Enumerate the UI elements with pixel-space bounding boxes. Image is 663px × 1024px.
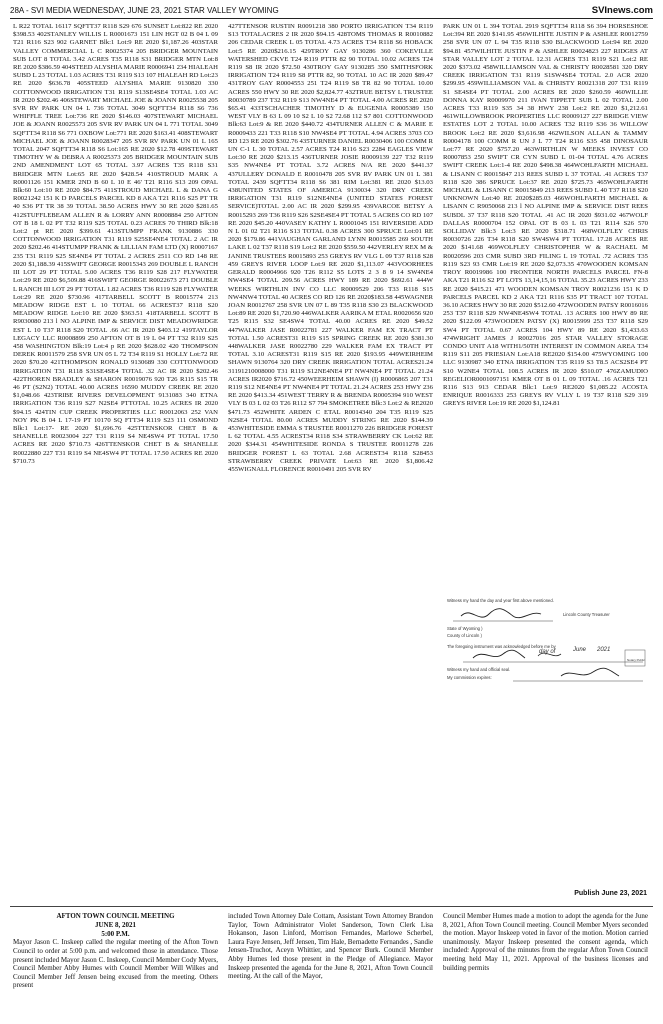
notary-sig-month: June — [573, 647, 587, 653]
notary-block — [443, 598, 648, 798]
council-column-1 — [13, 912, 218, 990]
notary-line-2: Lincoln County Treasurer — [563, 612, 610, 617]
notary-line-3: State of Wyoming ) — [447, 626, 483, 631]
notary-line-1: Witness my hand the day and year first above mentioned. — [447, 598, 554, 603]
section-rule — [10, 906, 653, 907]
notary-line-5: The foregoing instrument was acknowledged before me by — [447, 644, 556, 649]
tax-list-text-1: L R22 TOTAL 16117 SQFTT37 R118 S29 676 SUNSET Lot:822 RE 2020 $398.53 402STANLEY WILLIS L R0001673 151 LIN HGT 02 B 04 L 09 T21 R116 S23 902 GARNET Blk:1 Lot:9 RE 2020 $1,187.26 403STAR VALLEY COMMERCIAL L C R0025374 205 BRIDGER MOUNTAIN SUB LOT 8 TOTAL 3.42 ACRES T35 R118 S31 BRIDGER MTN Lot:8 RE 2020 $386.59 404STEED ALYSHIA MARIE R0006941 234 HIALEAH SUBD L 23 TOTAL 1.03 ACRES T31 R119 S13 107 HIALEAH RD Lot:23 RE 2020 $636.78 405STEED ALYSHIA MARIE 9130820 330 COTTONWOOD IRRIGATION T31 R119 S13SE4SE4 TOTAL 1.03 AC IR 2020 $202.46 406STEWART MICHAEL JOE & JOANN R0025538 205 SVR RV PARK UN 04 L 736 TOTAL 3049 SQFTT34 R118 S6 736 WHIFFLE TREE Lot:736 RE 2020 $146.03 407STEWART MICHAEL JOE & JOANN R0025573 205 SVR RV PARK UN 04 L 771 TOTAL 3049 SQFTT34 R118 S6 771 OXBOW Lot:771 RE 2020 $163.41 408STEWART MICHAEL JOE & JOANN R0028347 205 SVR RV PARK UN 01 L 165 TOTAL 2047 SQFTT34 R118 S6 Lot:165 RE 2020 $12.78 409STEWART TIMOTHY W & DEBRA A R0025373 205 BRIDGER MOUNTAIN SUB 2ND AMENDMENT LOT 65 TOTAL 3.97 ACRES T35 R118 S31 BRIDGER MTN Lot:65 RE 2020 $428.54 410STROUD MARK A R0001126 151 KMER 2ND B 60 L 10 E 46' T21 R116 S13 209 OPAL Blk:60 Lot:10 RE 2020 $84.75 411STROUD MICHAEL L & DANA G R0021242 151 K D PARCELS PARCEL KD 8 AKA T21 R116 S25 PT TR 40 S36 PT TR 38 39 TOTAL 38.50 ACRES HWY 30 RE 2020 $281.65 412STUFFLEBEAM ALLEN R & LORRY ANN R0008884 250 AFTON OT B 18 L 02 PT T32 R119 S25 TOTAL 0.23 ACRES 70 THIRD Blk:18 Lot:2 pt RE 2020 $399.61 413STUMPP FRANK 9130886 330 COTTONWOOD IRRIGATION T31 R119 S25SE4NE4 TOTAL 2 AC IR 2020 $202.46 414STUMPP FRANK & LILLIAN FAM LTD (X) R0007167 235 T31 R119 S25 SE4NE4 PT TOTAL 2 ACRES 2511 CO RD 148 RE 2020 $1,188.39 415SWIFT GEORGE R0015343 269 DOUBLE L RANCH III LOT 29 PT TOTAL 5.00 ACRES T36 R119 S28 217 FLYWATER Lot:29 RE 2020 $6,509.88 416SWIFT GEORGE R0022673 271 DOUBLE L RANCH III LOT 29 PT TOTAL 1.82 ACRES T36 R119 S28 FLYWATER Lot:29 RE 2020 $730.96 417TARBELL SCOTT B R0015774 213 MEADOW RIDGE EST L 10 TOTAL 66 ACREST37 R118 S20 MEADOW RIDGE Lot:10 RE 2020 $363.51 418TARBELL SCOTT B R9030080 213 l NO ALPINE IMP & SERVICE DIST MEADOWRIDGE EST L 10 T37 R118 S20 TOTAL .66 AC IR 2020 $403.12 419TAYLOR LEGACY LLC R0008899 250 AFTON OT B 19 L 04 PT T32 R119 S25 458 WASHINGTON Blk:19 Lot:4 p RE 2020 $628.02 420 THOMPSON DEREK R0011579 258 SVR UN 05 L 72 T34 R119 S1 HOLLY Lot:72 RE 2020 $70.20 421THOMPSON RONALD 9130689 330 COTTONWOOD IRRIGATION T31 R118 S31SE4SE4 TOTAL .32 AC IR 2020 $202.46 422THOREN BRADLEY & SHARON R0019076 920 T26 R115 S15 TR 46 PT (S2N2) TOTAL 40.00 ACRES 16590 MUDDY CREEK RE 2020 $1,048.66 423TRIBE RIVERS DEVELOPMENT 9131083 340 ETNA IRRIGATION T36 R119 S27 N2SE4 PTTOTAL 10.25 ACRES IR 2020 $94.15 424TIN CUP CREEK PROPERTIES LLC R0012063 252 VAN NOY PK B 04 L 17-19 PT 10170 SQ FTT34 R119 S23 111 OSMOND Blk:1 Lot:17- RE 2020 $1,696.76 425TTENSKOR CHET B & SHANELLE R0023004 227 T31 R119 S4 NE4SW4 PT TOTAL 17.50 ACRES RE 2020 $710.73 426TTENSKOR CHET B & SHANELLE R0022880 227 T31 R119 S4 NE4SW4 PT TOTAL 17.50 ACRES RE 2020 $710.73 — [13, 23, 218, 465]
notary-seal: Notary Public — [627, 658, 645, 662]
notary-sig-year: 2021 — [597, 647, 611, 653]
page-header — [10, 4, 653, 17]
council-text-1: Mayor Jason C. Inskeep called the regular meeting of the Afton Town Council to order at 5:00 p.m. and welcomed those in attendance. Those present included Mayor Jason C. Inskeep, Council Member Cody Myers, Council Member Abby Humes with Council Member Will Wilkes and Council Member Jeff Jensen being excused from the meeting. Others present — [13, 938, 218, 990]
notary-line-7: My commission expires: — [447, 675, 492, 680]
tax-list-column-1 — [13, 23, 218, 858]
notary-line-6: Witness my hand and official seal. — [447, 667, 511, 672]
council-title — [13, 912, 218, 938]
council-column-3 — [443, 912, 648, 972]
header-rule — [10, 18, 653, 19]
tax-list-text-2: 427TTENSOR RUSTIN R0091218 380 PORTO IRRIGATION T34 R119 S13 TOTALACRES 2 IR 2020 $94.15 428TOMS THOMAS R R0010882 206 CEDAR CREEK L 05 TOTAL 4.73 ACRES T34 R118 S6 HOBACK Lot:5 RE 2020$216.15 429TROY GAY 9130286 360 COKEVILLE WATERSHED CKVE T24 R119 PTTR 82 90 TOTAL 10.02 ACRES T24 R119 S8 IR 2020 $72.50 430TROY GAY 9130285 350 SMITHSFORK IRRIGATION T24 R119 S8 PTTR 82, 90 TOTAL 10 AC IR 2020 $89.47 431TROY GAY R0004553 251 T24 R119 S8 TR 82 90 TOTAL 10.00 ACRES 550 HWY 30 RE 2020 $2,824.77 432TRUE BETSY L TRUSTEE R0030789 237 T32 R119 S13 NW4NE4 PT TOTAL 4.00 ACRES RE 2020 $65.41 433TSCHACHER TIMOTHY D & EUGENIA R0005389 150 WEST VLY B 63 L 09 10 S2 L 10 S2 72.68 112 S7 801 COTTONWOOD Blk:63 Lot:9 & RE 2020 $440.72 434TURNER ALLEN C & MARIE E R0009433 221 T33 R118 S10 NW4SE4 PT TOTAL 4.94 ACRES 3703 CO RD 123 RE 2020 $302.76 435TURNER DANIEL R0030406 100 COMM R UN C-1 L 30 TOTAL 2.57 ACRES T24 R116 S23 2284 EAGLES VIEW Lot:30 RE 2020 $213.15 436TURNER JOSIE R0009139 227 T32 R119 S35 NW4NE4 PT TOTAL 3.72 ACRES N/A RE 2020 $441.37 437ULLERY DONALD E R0010478 205 SVR RV PARK UN 01 L 381 TOTAL 2439 SQFTT34 R118 S6 381 RIM Lot:381 RE 2020 $13.03 438UNITED STATES OF AMERICA 9130034 320 DRY CREEK IRRIGATION T31 R119 S12NE4NE4 (UNITED STATES FOREST SERVICE)TOTAL 2.00 AC IR 2020 $299.95 439VARCOE BETSY A R0015293 269 T36 R119 S26 S2SE4SE4 PT TOTAL 5 ACRES CO RD 107 RE 2020 $45.20 440VASEY KATHY L R0001045 151 RIVERSIDE ADD N L 01 02 T21 R116 S13 TOTAL 0.38 ACRES 300 SPRUCE Lot:01 RE 2020 $179.86 441VAUGHAN GARLAND LYNN R0015585 269 SOUTH LAKE L 02 T37 R118 S19 Lot:2 RE 2020 $559.50 442VERLEY REX M & JANINE TRUSTEES R0015893 253 GREYS RV VLG L 09 T37 R118 S28 459 GREYS RIVER LOOP Lot:9 RE 2020 $1,113.07 443VOORHEES GERALD R0004966 920 T26 R112 S5 LOTS 2 3 8 9 14 SW4NE4 NW4SE4 TOTAL 209.56 ACRES HWY 189 RE 2020 $692.61 444W WEEKS WIRTHLIN INV CO LLC R0009529 206 T33 R118 S15 NW4NW4 TOTAL 40 ACRES CO RD 126 RE 2020$183.58 445WAGNER JOAN R0012767 258 SVR UN 07 L 89 T35 R118 S30 23 BLACKWOOD Lot:89 RE 2020 $1,720.90 446WALKER AARIKA M ETAL R0020656 920 T25 R115 S32 SE4SW4 TOTAL 40.00 ACRES RE 2020 $49.52 447WALKER JASE R0022781 227 WALKER FAM EX TRACT PT TOTAL 1.50 ACREST31 R119 S15 SPRING CREEK RE 2020 $381.30 448WALKER JASE R0022780 229 WALKER FAM EX TRACT PT TOTAL 3.10 ACREST31 R119 S15 RE 2020 $193.95 449WEIRHEIM SHAWN 9130764 320 DRY CREEK IRRIGATION TOTAL ACRES21.24 31191210008000 T31 R119 S12NE4NE4 PT NW4NE4 PT TOTAL 21.24 ACRES IR2020 $716.72 450WEERHEIM SHAWN (I) R0006865 207 T31 R119 S12 NE4NE4 PT NW4NE4 PT TOTAL 21.24 ACRES 253 HWY 236 RE 2020 $413.34 451WEST TERRY R & BRENDA R0005394 910 WEST VLY B 03 L 02 03 T26 R112 S7 794 SMOKETREE Blk:3 Lot:2 & RE2020 $471.73 452WHITE ARDEN C ETAL R0014340 204 T35 R119 S25 N2SE4 TOTAL 80.00 ACRES MUDDY STRING RE 2020 $144.39 453WHITESIDE EMMA S TRUSTEE R0011270 226 BRIDGER FOREST L 62 TOTAL 4.55 ACREST34 R118 S34 STRAWBERRY CK Lot:62 RE 2020 $344.31 454WHITESIDE RONDA S TRUSTEE R0011278 226 BRIDGER FOREST L 63 TOTAL 2.68 ACREST34 R118 S28453 STRAWBERRY CREEK PRIVATE Lot:63 RE 2020 $1,806.42 455WIGNALL FLORENCE R0010491 205 SVR RV — [228, 23, 433, 473]
notary-line-4: County of Lincoln ) — [447, 633, 482, 638]
tax-list-column-2 — [228, 23, 433, 858]
tax-list-text-3: PARK UN 01 L 394 TOTAL 2919 SQFTT34 R118 S6 394 HORSESHOE Lot:394 RE 2020 $141.95 456WILHITE JUSTIN P & ASHLEE R0012759 258 SVR UN 07 L 94 T35 R118 S30 BLACKWOOD Lot:94 RE 2020 $94.81 457WILHITE JUSTIN P & ASHLEE R0024823 227 RIDGES AT STAR VALLEY LOT 2 TOTAL 12.31 ACRES T31 R119 S21 Lot:2 RE 2020 $373.02 458WILLIAMSON VAL & CHRISTY R0028581 320 DRY CREEK IRRIGATION T31 R119 S1SW4SE4 TOTAL 2.0 ACR 2020 $299.95 459WILLIAMSON VAL & CHRISTY R0021318 207 T31 R119 S1 SE4SE4 PT TOTAL 2.00 ACRES RE 2020 $260.59 460WILLIE DONNA KAY R0009970 211 IVAN TIPPETT SUB L 02 TOTAL 2.00 ACRES T33 R119 S35 34 38 HWY 238 Lot:2 RE 2020 $1,212.61 461WILLOWBROOK PROPERTIES LLC R0009127 227 BRIDGE VIEW ESTATES LOT 2 TOTAL 10.00 ACRES T32 R119 S36 36 WILLOW BROOK Lot:2 RE 2020 $3,616.98 462WILSON ALLAN & TAMMY R0004178 100 COMM R UN J L 77 T24 R116 S35 458 DINOSAUR Lot:77 RE 2020 $757.20 463WIRTHLIN W MEEKS INVEST CO R0007853 250 SWIFT CR CYN SUBD L 01-04 TOTAL 4.76 ACRES SWIFT CREEK Lot:1-4 RE 2020 $498.38 464WOHLFARTH MICHAEL & LISANN C R0015847 213 REES SUBD L 37 TOTAL .41 ACRES T37 R118 S20 386 SPRUCE Lot:37 RE 2020 $725.73 465WOHLFARTH MICHAEL & LISANN C R0015849 213 REES SUBD L 40 T37 R118 S20 UNKNOWN Lot:40 RE 2020$285.03 466WOHLFARTH MICHAEL & LISANN C R9050068 213 l NO ALPINE IMP & SERVICE DIST REES SUBDL 37 T37 R118 S20 TOTAL .41 AC IR 2020 $931.02 467WOLF DALLAS R0000704 152 OPAL OT B 03 L 03 T21 R114 S26 570 SOLLIDAY Blk:3 Lot:3 RE 2020 $318.71 468WOLFLEY CHRIS R0030726 226 T34 R118 S20 SW4SW4 PT TOTAL 17.28 ACRES RE 2020 $141.68 469WOLFLEY CHRISTOPHER W & RACHAEL M R0020596 203 CMR SUBD 3RD FILING L 19 TOTAL .72 ACRES T35 R119 S23 93 CMR Lot:19 RE 2020 $2,073.35 470WOODEN KOMSAN TROY R0019986 100 FRONTIER NORTH PARCELS PARCEL FN-8 AKA T21 R116 S2 PT LOTS 13,14,15,16 TOTAL 35.23 ACRES HWY 233 RE 2020 $415.21 471 WOODEN KOMSAN TROY R0021236 151 K D PARCELS PARCEL KD 2 AKA T21 R116 S35 PT TRACT 107 TOTAL 36.10 ACRES HWY 30 RE 2020 $512.60 472WOODEN PATSY R0016016 253 T37 R118 S29 NW4NE4SW4 TOTAL .13 ACRES 100 HWY 89 RE 2020 $122.09 473WOODEN PATSY (X) R0015999 253 T37 R118 S29 SW4 PT TOTAL 0.67 ACRES 104 HWY 89 RE 2020 $1,433.63 474WRIGHT JAMES J R0027016 205 STAR VALLEY STORAGE CONDO UNIT A18 WITH1/50TH INTEREST IN COMMON AREA T34 R119 S11 205 FRIESIAN Lot:A18 RE2020 $154.00 475WYOMING 100 LLC 9130987 340 ETNA IRRIGATION T35 R119 S3 T8.5 ACS2SE4 PT S10 W2NE4 TOTAL 108.5 ACRES IR 2020 $510.07 476ZAMUDIO REGELIOR0001097151 KMER OT B 01 L 09 TOTAL .16 ACRES T21 R116 S13 913 CEDAR Blk:1 Lot:9 RE2020 $1,085.22 ACOSTA ENRIQUE R0016333 253 GREYS RV VLLY L 19 T37 R118 S29 319 GREYS RIVER Lot:19 RE 2020 $1,124.81 — [443, 23, 648, 408]
header-site[interactable]: SVInews.com — [591, 5, 653, 16]
tax-list-column-3 — [443, 23, 648, 608]
council-text-2: included Town Attorney Dale Cottam, Assistant Town Attorney Brandon Taylor, Town Administrator Violet Sanderson, Town Clerk Lisa Hokanson, Jason Linford, Morrison Fernandes, Marlowe Scherbel, Laura Faye Jensen, Jeff Jensen, Tim Hale, Bernadette Fernandes , Sandie Jensen-Truchot, Aceyn Whittier, and Spencer Burk. Council Member Abby Humes led those present in the Pledge of Allegiance. Mayor Inskeep presented the agenda for the June 8, 2021, Afton Town Council meeting. At the call of the Mayor, — [228, 912, 433, 981]
council-title-line-2: JUNE 8, 2021 — [94, 920, 137, 929]
council-column-2 — [228, 912, 433, 981]
header-dateline: 28A - SVI MEDIA WEDNESDAY, JUNE 23, 2021 STAR VALLEY WYOMING — [10, 6, 279, 15]
publish-date: Publish June 23, 2021 — [574, 890, 647, 897]
notary-sig-day: day of — [539, 649, 556, 655]
council-title-line-3: 5:00 P.M. — [101, 929, 130, 938]
council-text-3: Council Member Humes made a motion to adopt the agenda for the June 8, 2021, Afton Town Council meeting. Council Member Myers seconded the motion. Mayor Inskeep voted in favor of the motion. Motion carried unanimously. Mayor Inskeep presented the consent agenda, which included: Approval of the minutes from the regular Afton Town Council meeting held May 11, 2021. Approval of the business licenses and building permits — [443, 912, 648, 972]
council-title-line-1: AFTON TOWN COUNCIL MEETING — [56, 912, 175, 920]
